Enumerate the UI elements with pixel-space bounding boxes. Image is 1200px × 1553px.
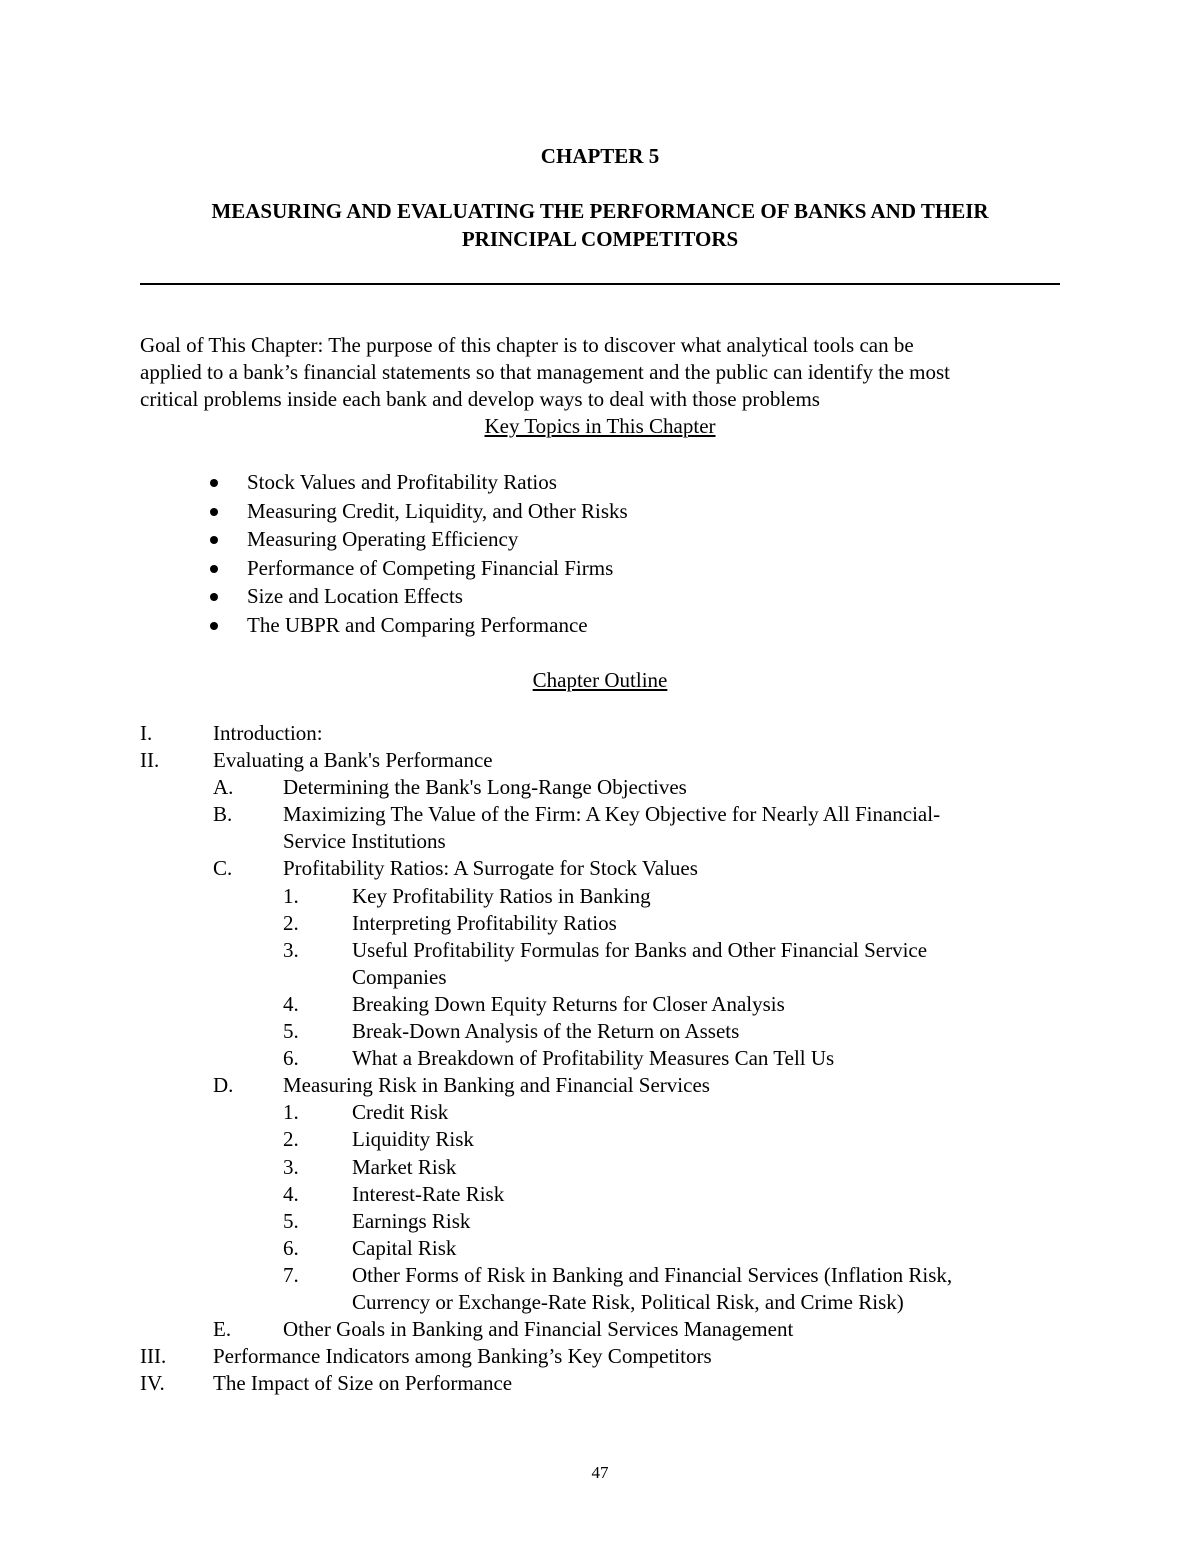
outline-item [0, 774, 1200, 801]
chapter-outline-heading [0, 667, 1200, 694]
outline-item-text: The Impact of Size on Performance [213, 1371, 513, 1396]
key-topic-text: Performance of Competing Financial Firms [247, 555, 614, 580]
outline-item-text: Profitability Ratios: A Surrogate for Stock Values [283, 856, 698, 881]
outline-item-text: Interpreting Profitability Ratios [352, 910, 617, 935]
bullet-icon [210, 536, 218, 544]
key-topic-item [210, 468, 1010, 497]
outline-item-marker: D. [213, 1073, 234, 1098]
outline-item-marker: IV. [140, 1371, 165, 1396]
outline-item-marker: 1. [283, 1100, 299, 1125]
outline-item [0, 828, 1200, 855]
outline-item-text: Performance Indicators among Banking’s Key Competitors [213, 1344, 712, 1369]
outline-item-marker: 7. [283, 1262, 299, 1287]
outline-item-text: Maximizing The Value of the Firm: A Key Objective for Nearly All Financial- [283, 802, 941, 827]
outline-item-text: Companies [352, 964, 447, 989]
outline-item-marker: 2. [283, 1127, 299, 1152]
page-number: 47 [591, 1463, 609, 1482]
key-topic-text: Measuring Operating Efficiency [247, 527, 519, 552]
outline-item [0, 1181, 1200, 1208]
outline-item-marker: 6. [283, 1046, 299, 1071]
outline-item [0, 883, 1200, 910]
outline-item-text: Other Forms of Risk in Banking and Financial Services (Inflation Risk, [352, 1262, 953, 1287]
chapter-outline-list [0, 720, 1200, 1397]
outline-item-text: Liquidity Risk [352, 1127, 474, 1152]
chapter-outline-heading-text: Chapter Outline [532, 668, 668, 692]
outline-item [0, 1235, 1200, 1262]
chapter-goal-paragraph [140, 332, 1060, 413]
outline-item [0, 801, 1200, 828]
outline-item [0, 991, 1200, 1018]
outline-item-text: Currency or Exchange-Rate Risk, Political Risk, and Crime Risk) [352, 1289, 904, 1314]
chapter-title-line-2: PRINCIPAL COMPETITORS [461, 227, 739, 251]
outline-item-text: Useful Profitability Formulas for Banks and Other Financial Service [352, 937, 928, 962]
outline-item-text: Breaking Down Equity Returns for Closer Analysis [352, 991, 785, 1016]
chapter-label: CHAPTER 5 [540, 144, 660, 168]
key-topics-heading [0, 413, 1200, 440]
chapter-title [140, 197, 1060, 253]
outline-item [0, 910, 1200, 937]
outline-item [0, 1126, 1200, 1153]
outline-item-text: Capital Risk [352, 1235, 457, 1260]
outline-item-marker: 2. [283, 910, 299, 935]
outline-item-text: Determining the Bank's Long-Range Objectives [283, 775, 687, 800]
outline-item-marker: 5. [283, 1208, 299, 1233]
outline-item [0, 1370, 1200, 1397]
outline-item [0, 1289, 1200, 1316]
outline-item-marker: B. [213, 802, 233, 827]
outline-item-text: Interest-Rate Risk [352, 1181, 505, 1206]
outline-item-text: Credit Risk [352, 1100, 449, 1125]
outline-item [0, 1208, 1200, 1235]
outline-item-text: Market Risk [352, 1154, 457, 1179]
key-topic-item [210, 554, 1010, 583]
key-topic-text: The UBPR and Comparing Performance [247, 612, 588, 637]
outline-item [0, 1316, 1200, 1343]
outline-item-text: Other Goals in Banking and Financial Services Management [283, 1317, 794, 1342]
key-topic-item [210, 611, 1010, 640]
outline-item-marker: A. [213, 775, 234, 800]
outline-item-text: Key Profitability Ratios in Banking [352, 883, 651, 908]
outline-item-text: Service Institutions [283, 829, 446, 854]
outline-item [0, 1072, 1200, 1099]
outline-item [0, 747, 1200, 774]
key-topic-item [210, 497, 1010, 526]
outline-item [0, 720, 1200, 747]
outline-item-marker: C. [213, 856, 233, 881]
outline-item [0, 1018, 1200, 1045]
outline-item [0, 1045, 1200, 1072]
outline-item [0, 1343, 1200, 1370]
goal-line-3: critical problems inside each bank and develop ways to deal with those problems [140, 387, 820, 411]
outline-item-marker: II. [140, 748, 160, 773]
key-topics-heading-text: Key Topics in This Chapter [484, 414, 716, 438]
outline-item [0, 964, 1200, 991]
key-topic-text: Stock Values and Profitability Ratios [247, 470, 557, 494]
bullet-icon [210, 622, 218, 630]
bullet-icon [210, 479, 218, 487]
chapter-title-line-1: MEASURING AND EVALUATING THE PERFORMANCE OF BANKS AND THEIR [211, 199, 989, 223]
outline-item-marker: 1. [283, 883, 299, 908]
key-topic-text: Size and Location Effects [247, 584, 463, 609]
outline-item [0, 1154, 1200, 1181]
outline-item-text: Evaluating a Bank's Performance [213, 748, 493, 773]
outline-item-text: Break-Down Analysis of the Return on Assets [352, 1019, 740, 1044]
outline-item-text: Introduction: [213, 721, 323, 745]
outline-item-marker: I. [140, 721, 153, 745]
key-topic-item [210, 582, 1010, 611]
outline-item-marker: 3. [283, 937, 299, 962]
goal-line-2: applied to a bank’s financial statements so that management and the public can identify the most [140, 360, 951, 384]
title-divider-rule [140, 283, 1060, 285]
bullet-icon [210, 593, 218, 601]
bullet-icon [210, 565, 218, 573]
outline-item-marker: 6. [283, 1235, 299, 1260]
bullet-icon [210, 508, 218, 516]
key-topics-list [210, 468, 1010, 640]
outline-item [0, 1099, 1200, 1126]
outline-item-marker: E. [213, 1317, 232, 1342]
outline-item [0, 1262, 1200, 1289]
outline-item-text: Measuring Risk in Banking and Financial Services [283, 1073, 710, 1098]
goal-line-1: Goal of This Chapter: The purpose of this chapter is to discover what analytical tools can be [140, 333, 914, 357]
outline-item-marker: 5. [283, 1019, 299, 1044]
key-topic-text: Measuring Credit, Liquidity, and Other Risks [247, 498, 628, 523]
outline-item-marker: 3. [283, 1154, 299, 1179]
outline-item-marker: III. [140, 1344, 167, 1369]
outline-item [0, 937, 1200, 964]
outline-item-text: Earnings Risk [352, 1208, 471, 1233]
outline-item-marker: 4. [283, 991, 299, 1016]
outline-item-marker: 4. [283, 1181, 299, 1206]
key-topic-item [210, 525, 1010, 554]
outline-item [0, 855, 1200, 882]
outline-item-text: What a Breakdown of Profitability Measures Can Tell Us [352, 1046, 835, 1071]
